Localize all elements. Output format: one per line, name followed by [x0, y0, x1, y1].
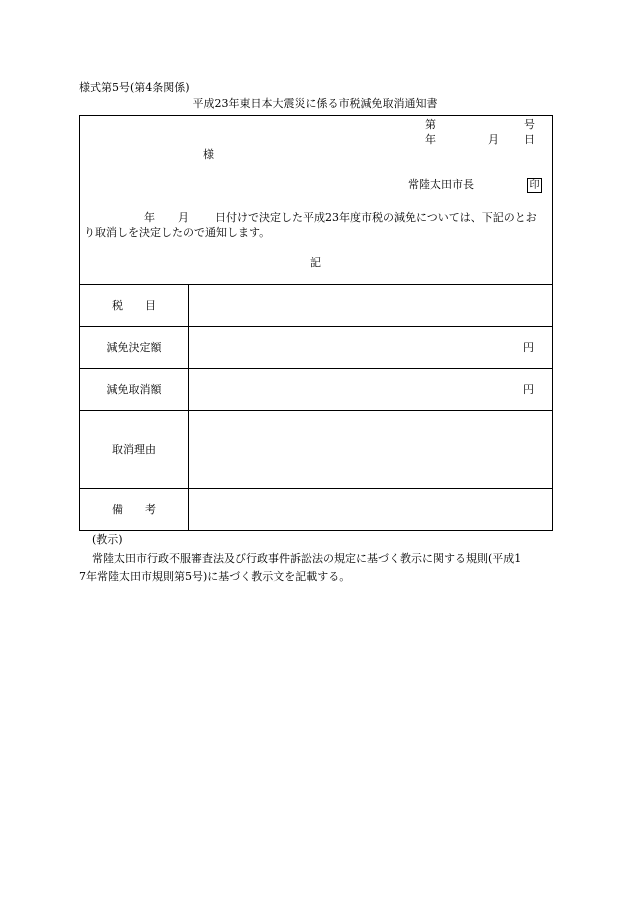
table-row-rule: [80, 326, 552, 327]
table-column-rule: [188, 284, 189, 530]
notice-form-frame: [79, 115, 553, 531]
issuer-name: 常陸太田市長: [408, 178, 474, 191]
number-prefix: 第: [425, 118, 436, 131]
date-year: 年: [425, 133, 436, 146]
table-row-rule: [80, 368, 552, 369]
body-text-line2: り取消しを決定したので通知します。: [84, 226, 271, 239]
form-number-label: 様式第5号(第4条関係): [79, 81, 190, 94]
body-text-line1: 日付けで決定した平成23年度市税の減免については、下記のとお: [215, 211, 537, 224]
table-row-label: 取消理由: [112, 443, 156, 456]
table-row-value: 円: [523, 341, 534, 354]
addressee-honorific: 様: [203, 148, 214, 161]
seal-mark: [523, 178, 542, 193]
notice-line2: 7年常陸太田市規則第5号)に基づく教示文を記載する。: [79, 570, 351, 583]
date-month: 月: [488, 133, 499, 146]
body-month: 月: [178, 211, 189, 224]
body-year: 年: [144, 211, 155, 224]
table-top-rule: [80, 284, 552, 285]
notice-line1: 常陸太田市行政不服審査法及び行政事件訴訟法の規定に基づく教示に関する規則(平成1: [92, 552, 522, 565]
ki-heading: 記: [310, 256, 321, 269]
table-row-label: 減免決定額: [106, 341, 162, 354]
table-row-label: 税 目: [112, 299, 156, 312]
table-row-rule: [80, 410, 552, 411]
date-day: 日: [524, 133, 535, 146]
table-row-label: 備 考: [112, 503, 156, 516]
number-suffix: 号: [524, 118, 535, 131]
document-title: 平成23年東日本大震災に係る市税減免取消通知書: [192, 97, 438, 110]
table-row-rule: [80, 488, 552, 489]
notice-heading: (教示): [92, 533, 123, 546]
table-row-value: 円: [523, 383, 534, 396]
seal-icon: 印: [527, 178, 542, 193]
table-row-label: 減免取消額: [106, 383, 162, 396]
